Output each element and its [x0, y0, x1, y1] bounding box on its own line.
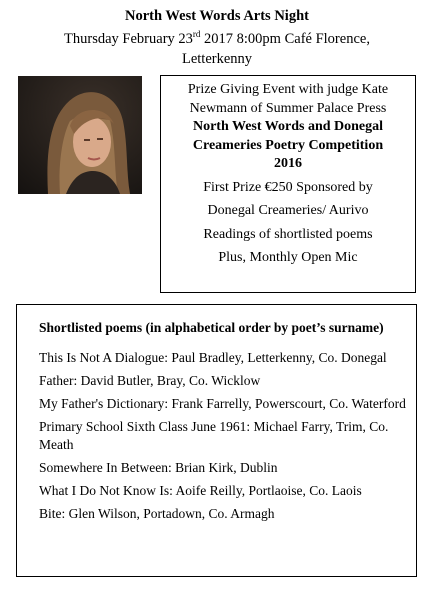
competition-line-2: Creameries Poetry Competition	[192, 137, 384, 153]
date-main: Thursday February 23	[64, 31, 193, 47]
competition-line-3: 2016	[274, 156, 302, 171]
date-suffix: rd	[192, 29, 201, 40]
open-mic-line: Plus, Monthly Open Mic	[218, 250, 358, 265]
event-location: Letterkenny	[181, 51, 253, 67]
event-details-box	[160, 75, 416, 293]
list-item: My Father's Dictionary: Frank Farrelly, Powerscourt, Co. Waterford	[39, 396, 406, 411]
list-item: Primary School Sixth Class June 1961: Michael Farry, Trim, Co. Meath	[39, 419, 389, 452]
prize-line-1: First Prize €250 Sponsored by	[203, 179, 373, 195]
shortlist-heading: Shortlisted poems (in alphabetical order by poet’s surname)	[39, 320, 384, 335]
list-item: This Is Not A Dialogue: Paul Bradley, Letterkenny, Co. Donegal	[39, 350, 387, 365]
event-title: North West Words Arts Night	[125, 8, 309, 24]
list-item: What I Do Not Know Is: Aoife Reilly, Portlaoise, Co. Laois	[39, 483, 362, 498]
event-line-1: Prize Giving Event with judge Kate	[187, 82, 389, 97]
judge-photo	[18, 76, 142, 194]
list-item: Bite: Glen Wilson, Portadown, Co. Armagh	[39, 506, 275, 521]
event-line-2: Newmann of Summer Palace Press	[189, 100, 387, 116]
date-rest: 2017 8:00pm Café Florence,	[200, 31, 370, 47]
list-item: Father: David Butler, Bray, Co. Wicklow	[39, 373, 261, 388]
readings-line: Readings of shortlisted poems	[203, 226, 373, 242]
event-dateline	[0, 29, 434, 69]
prize-line-2: Donegal Creameries/ Aurivo	[207, 203, 369, 218]
list-item: Somewhere In Between: Brian Kirk, Dublin	[39, 460, 278, 475]
shortlist-box	[16, 304, 417, 577]
competition-line-1: North West Words and Donegal	[192, 119, 384, 134]
